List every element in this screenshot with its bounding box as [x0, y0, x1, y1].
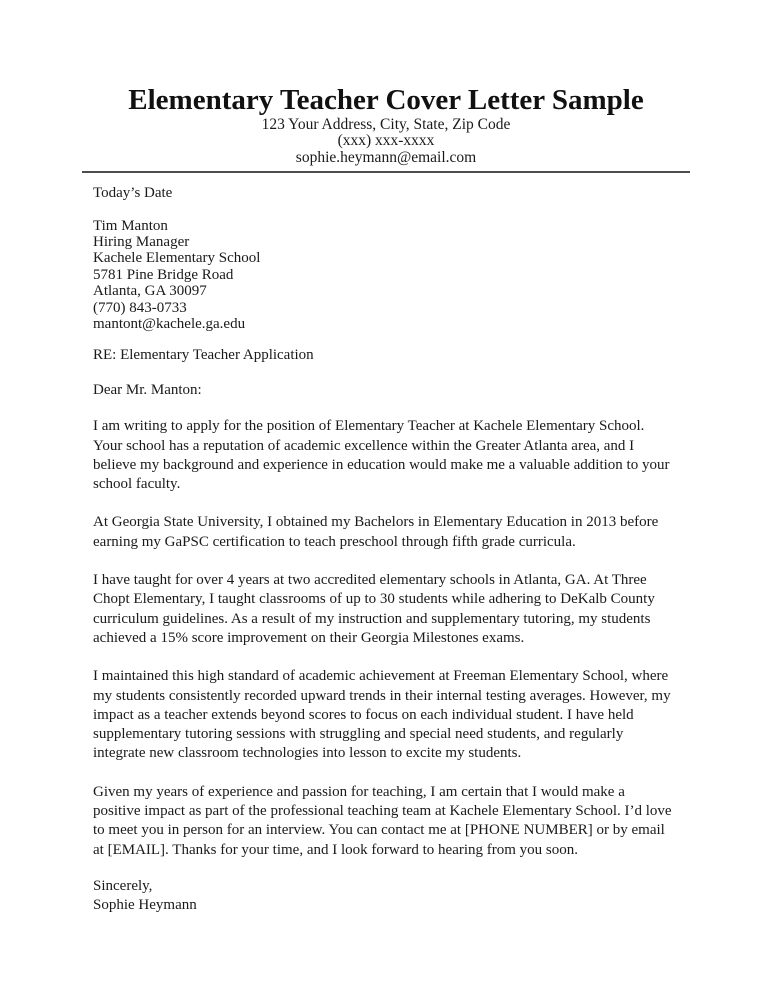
closing-block — [93, 877, 676, 916]
body-paragraph-5: Given my years of experience and passion for teaching, I am certain that I would make a positive impact as part of the professional teaching team at Kachele Elementary School. I’d love to meet you in person for an interview. You can contact me at [PHONE NUMBER] or by email at [EMAIL]. Thanks for your time, and I look forward to hearing from you soon. — [93, 783, 672, 858]
sender-email: sophie.heymann@email.com — [295, 148, 477, 166]
date-line: Today’s Date — [93, 185, 173, 202]
recipient-title: Hiring Manager — [93, 234, 190, 251]
recipient-street: 5781 Pine Bridge Road — [93, 266, 234, 283]
recipient-block — [93, 218, 676, 333]
document-title: Elementary Teacher Cover Letter Sample — [128, 84, 644, 116]
body-paragraph-4: I maintained this high standard of academic achievement at Freeman Elementary School, where my students consistently recorded upward trends in their internal testing averages. However, my impact as a teacher extends beyond scores to focus on each individual student. I have held supplementary tutoring sessions with struggling and special need students, and regularly integrate new classroom technologies into lesson to excite my students. — [93, 668, 671, 762]
body-paragraph-1: I am writing to apply for the position of Elementary Teacher at Kachele Elementary School. Your school has a reputation of academic excellence within the Greater Atlanta area, and I believe my background and experience in education would make me a valuable addition to your school faculty. — [93, 418, 670, 493]
sender-address: 123 Your Address, City, State, Zip Code — [261, 116, 511, 133]
recipient-phone: (770) 843-0733 — [93, 299, 187, 316]
closing: Sincerely, — [93, 877, 153, 894]
recipient-name: Tim Manton — [93, 217, 168, 234]
letter-body — [93, 185, 676, 916]
body-paragraph-2: At Georgia State University, I obtained my Bachelors in Elementary Education in 2013 before earning my GaPSC certification to teach preschool through fifth grade curricula. — [93, 514, 659, 550]
sender-phone: (xxx) xxx-xxxx — [337, 132, 435, 150]
recipient-city-state-zip: Atlanta, GA 30097 — [93, 283, 207, 300]
subject-line: RE: Elementary Teacher Application — [93, 347, 314, 364]
header-divider — [82, 171, 690, 173]
salutation: Dear Mr. Manton: — [93, 381, 202, 398]
signature-name: Sophie Heymann — [93, 897, 197, 914]
recipient-organization: Kachele Elementary School — [93, 250, 261, 267]
recipient-email: mantont@kachele.ga.edu — [93, 316, 246, 333]
letter-header — [82, 84, 690, 166]
body-paragraph-3: I have taught for over 4 years at two accredited elementary schools in Atlanta, GA. At Three Chopt Elementary, I taught classrooms of up to 30 students while adhering to DeKalb County curriculum guidelines. As a result of my instruction and supplementary tutoring, my students achieved a 15% score improvement on their Georgia Milestones exams. — [93, 572, 655, 646]
